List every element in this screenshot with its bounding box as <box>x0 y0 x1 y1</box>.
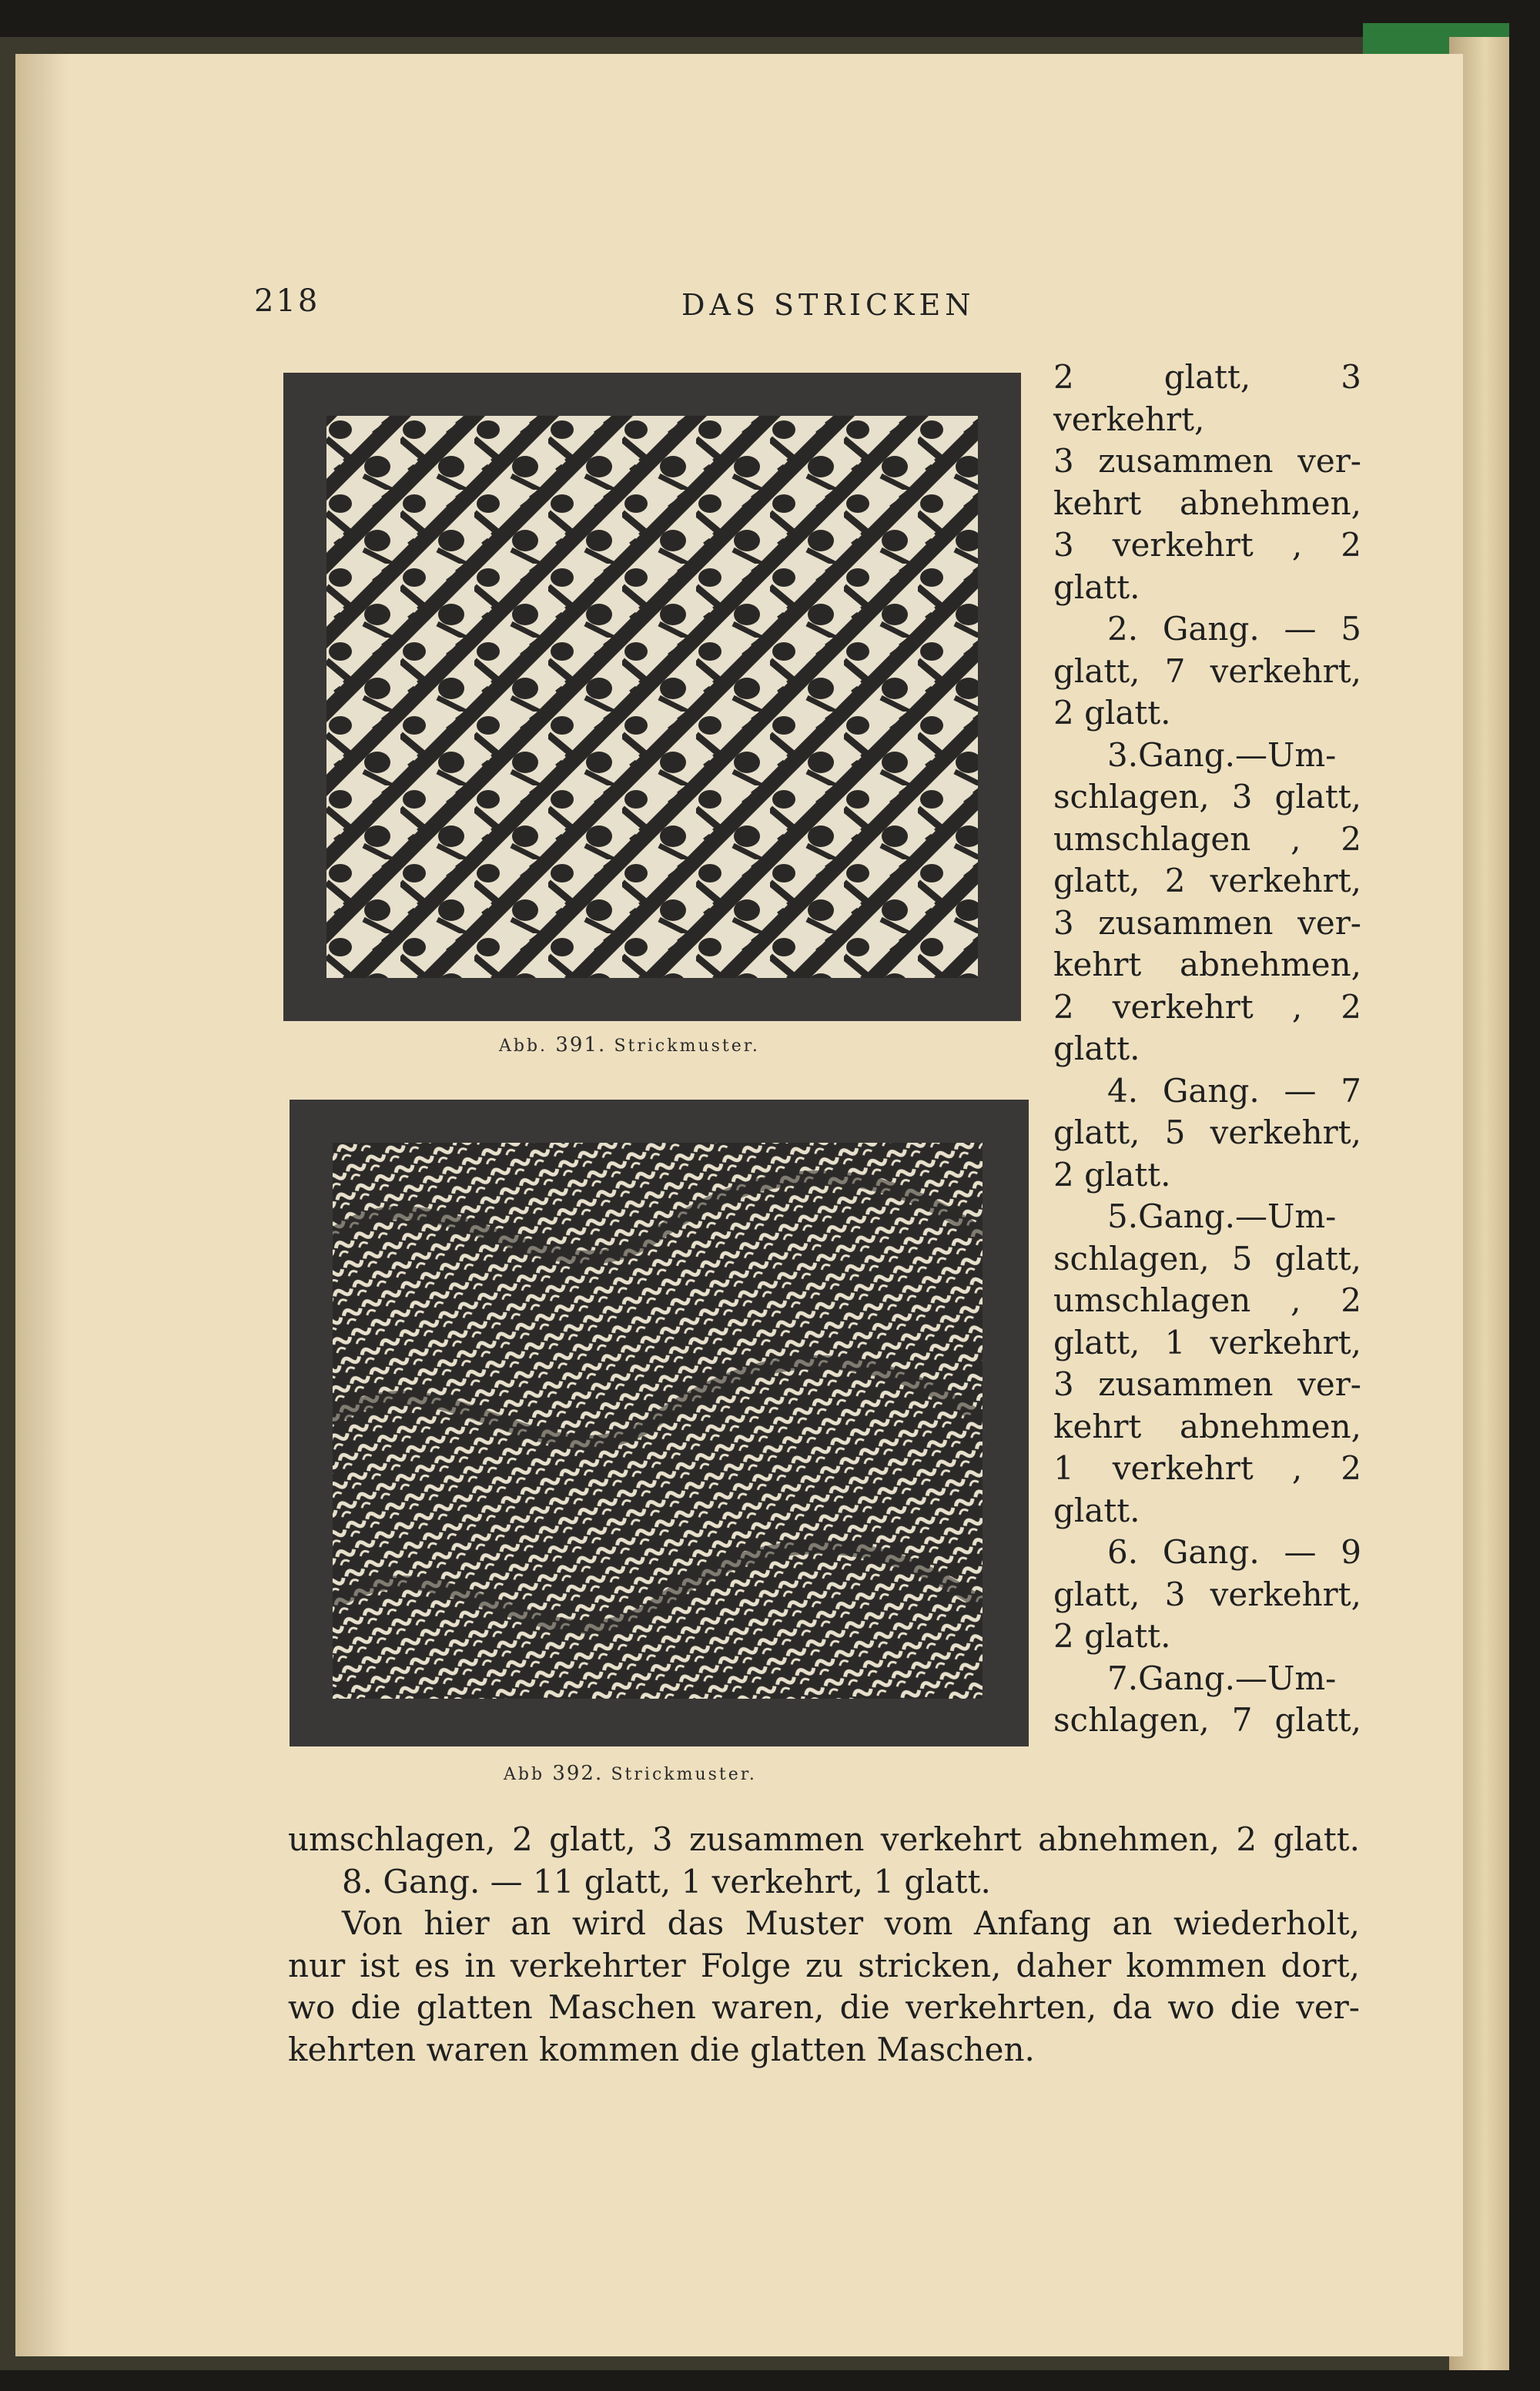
text-line: nur ist es in verkehrter Folge zu stricken, daher kommen dort, <box>288 1946 1360 1984</box>
caption-title: Strickmuster. <box>614 1036 760 1056</box>
text-line: glatt. <box>1053 1491 1140 1529</box>
text-line: 2. Gang. — 5 <box>1107 610 1361 648</box>
knit-pattern-lattice <box>326 416 978 978</box>
text-line: 3.Gang.—Um- <box>1107 735 1337 774</box>
column-text <box>1053 357 1361 1742</box>
text-line: 3 zusammen ver- <box>1053 442 1361 480</box>
text-line: umschlagen , 2 <box>1053 1281 1361 1319</box>
text-line: 7.Gang.—Um- <box>1107 1659 1337 1697</box>
caption-number: 391. <box>555 1033 607 1057</box>
text-line: 2 glatt. <box>1053 1155 1171 1194</box>
text-line: 3 verkehrt , 2 <box>1053 526 1361 564</box>
caption-abbr: Abb <box>504 1765 545 1784</box>
text-line: schlagen, 5 glatt, <box>1053 1239 1361 1278</box>
figure-391-caption <box>499 1033 760 1057</box>
text-line: umschlagen , 2 <box>1053 819 1361 858</box>
text-line: umschlagen, 2 glatt, 3 zusammen verkehrt abnehmen, 2 glatt. <box>288 1820 1360 1858</box>
caption-number: 392. <box>552 1762 604 1785</box>
running-head-title: DAS STRICKEN <box>681 288 976 322</box>
text-line: schlagen, 7 glatt, <box>1053 1701 1361 1739</box>
text-line: 3 zusammen ver- <box>1053 1365 1361 1403</box>
text-line: 5.Gang.—Um- <box>1107 1197 1337 1235</box>
text-line: 1 verkehrt , 2 <box>1053 1449 1361 1487</box>
page-number: 218 <box>254 283 320 319</box>
knit-pattern-waves <box>333 1143 983 1699</box>
text-line: glatt, 5 verkehrt, <box>1053 1113 1361 1151</box>
caption-abbr: Abb. <box>499 1036 548 1056</box>
text-line: 6. Gang. — 9 <box>1107 1533 1361 1571</box>
text-line: 2 glatt, 3 verkehrt, <box>1053 358 1361 438</box>
text-line: kehrten waren kommen die glatten Maschen. <box>288 2030 1035 2068</box>
text-line: glatt, 1 verkehrt, <box>1053 1323 1361 1361</box>
text-line: glatt, 2 verkehrt, <box>1053 862 1361 899</box>
caption-title: Strickmuster. <box>611 1765 757 1784</box>
text-line: 2 verkehrt , 2 <box>1053 987 1361 1026</box>
figure-391 <box>283 373 1021 1021</box>
figure-392-caption <box>504 1762 757 1785</box>
text-line: kehrt abnehmen, <box>1053 1407 1361 1445</box>
text-line: kehrt abnehmen, <box>1053 484 1361 522</box>
figure-392 <box>290 1100 1029 1746</box>
text-line: 3 zusammen ver- <box>1053 903 1361 942</box>
text-line: Von hier an wird das Muster vom Anfang an wiederholt, <box>342 1904 1360 1942</box>
text-line: glatt, 7 verkehrt, <box>1053 651 1361 690</box>
text-line: wo die glatten Maschen waren, die verkehrten, da wo die ver- <box>288 1988 1360 2026</box>
text-line: glatt. <box>1053 1030 1140 1067</box>
text-line: glatt. <box>1053 568 1140 606</box>
text-line: schlagen, 3 glatt, <box>1053 778 1361 815</box>
page-gutter <box>15 54 69 2356</box>
running-head <box>254 283 1363 330</box>
text-line: 2 glatt. <box>1053 694 1171 732</box>
text-line: kehrt abnehmen, <box>1053 946 1361 983</box>
text-line: 8. Gang. — 11 glatt, 1 verkehrt, 1 glatt. <box>342 1862 991 1900</box>
text-line: 2 glatt. <box>1053 1617 1171 1655</box>
text-line: 4. Gang. — 7 <box>1107 1071 1361 1110</box>
body-text <box>288 1819 1360 2071</box>
text-line: glatt, 3 verkehrt, <box>1053 1575 1361 1613</box>
